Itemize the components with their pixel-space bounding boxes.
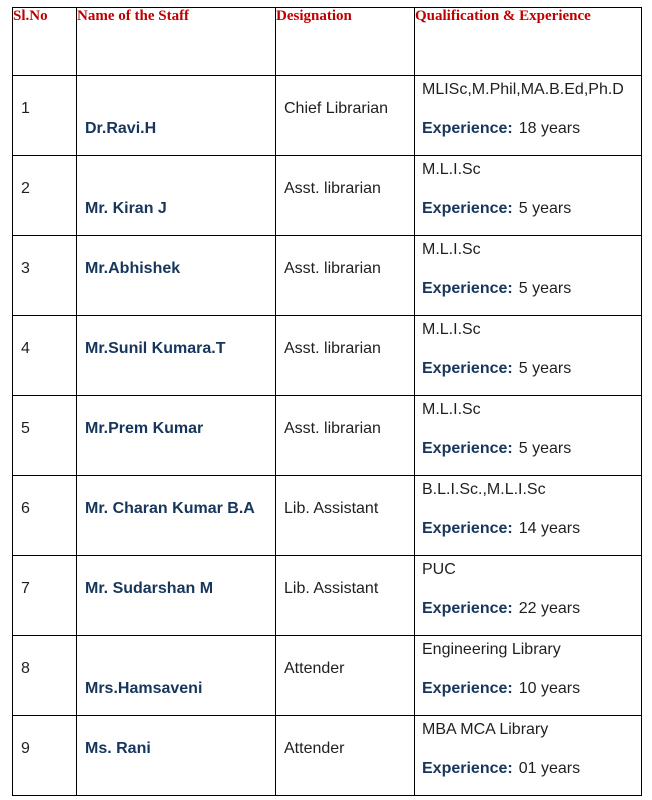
table-row: [13, 156, 642, 236]
header-designation: Designation: [276, 8, 415, 76]
designation-cell: [276, 236, 415, 316]
experience: [422, 520, 580, 538]
sl-no-cell: [13, 716, 77, 796]
sl-no-cell: [13, 636, 77, 716]
experience-value: 5 years: [518, 440, 572, 457]
experience-value: 5 years: [518, 280, 572, 297]
qualification: MBA MCA Library: [422, 721, 549, 738]
sl-no: 6: [21, 500, 30, 517]
qualification-cell: [415, 716, 642, 796]
designation: Lib. Assistant: [284, 580, 379, 597]
experience-label: Experience:: [422, 440, 513, 457]
experience: [422, 440, 571, 458]
experience-value: 01 years: [518, 760, 581, 777]
sl-no-cell: [13, 556, 77, 636]
table-row: [13, 716, 642, 796]
experience-label: Experience:: [422, 680, 513, 697]
sl-no: 4: [21, 340, 30, 357]
designation: Lib. Assistant: [284, 500, 379, 517]
experience-label: Experience:: [422, 600, 513, 617]
experience-value: 14 years: [518, 520, 581, 537]
staff-name-cell: [77, 716, 276, 796]
table-row: [13, 76, 642, 156]
qualification: B.L.I.Sc.,M.L.I.Sc: [422, 481, 546, 498]
staff-name: Ms. Rani: [85, 740, 151, 757]
staff-table: [12, 7, 642, 796]
header-sl-no: Sl.No: [13, 8, 77, 76]
designation-cell: [276, 316, 415, 396]
staff-name: Mr.Prem Kumar: [85, 420, 204, 437]
qualification-cell: [415, 396, 642, 476]
staff-name-cell: [77, 636, 276, 716]
experience-label: Experience:: [422, 120, 513, 137]
designation: Attender: [284, 740, 345, 757]
header-qualification-experience: Qualification & Experience: [415, 8, 642, 76]
staff-name-cell: [77, 156, 276, 236]
qualification: PUC: [422, 561, 456, 578]
sl-no: 5: [21, 420, 30, 437]
designation-cell: [276, 476, 415, 556]
staff-name-cell: [77, 476, 276, 556]
experience-label: Experience:: [422, 280, 513, 297]
staff-name: Mr. Charan Kumar B.A: [85, 500, 255, 517]
experience-value: 22 years: [518, 600, 581, 617]
experience: [422, 600, 580, 618]
experience: [422, 360, 571, 378]
sl-no: 7: [21, 580, 30, 597]
designation-cell: [276, 156, 415, 236]
qualification: Engineering Library: [422, 641, 561, 658]
designation-cell: [276, 556, 415, 636]
qualification: M.L.I.Sc: [422, 161, 481, 178]
staff-name: Mr. Kiran J: [85, 200, 167, 217]
sl-no-cell: [13, 236, 77, 316]
designation: Asst. librarian: [284, 420, 381, 437]
designation-cell: [276, 636, 415, 716]
table-header-row: [13, 8, 642, 76]
experience: [422, 120, 580, 138]
qualification: M.L.I.Sc: [422, 321, 481, 338]
experience-label: Experience:: [422, 760, 513, 777]
table-row: [13, 396, 642, 476]
qualification-cell: [415, 316, 642, 396]
qualification-cell: [415, 236, 642, 316]
staff-name: Mr. Sudarshan M: [85, 580, 214, 597]
table-row: [13, 316, 642, 396]
designation: Attender: [284, 660, 345, 677]
experience: [422, 280, 571, 298]
experience-value: 10 years: [518, 680, 581, 697]
qualification-cell: [415, 636, 642, 716]
designation: Chief Librarian: [284, 100, 389, 117]
experience-value: 18 years: [518, 120, 581, 137]
staff-name: Mr.Abhishek: [85, 260, 181, 277]
sl-no-cell: [13, 76, 77, 156]
staff-name-cell: [77, 396, 276, 476]
experience-value: 5 years: [518, 200, 572, 217]
sl-no-cell: [13, 156, 77, 236]
table-row: [13, 476, 642, 556]
staff-name: Mr.Sunil Kumara.T: [85, 340, 226, 357]
qualification-cell: [415, 476, 642, 556]
sl-no: 8: [21, 660, 30, 677]
qualification: M.L.I.Sc: [422, 401, 481, 418]
experience: [422, 200, 571, 218]
sl-no: 1: [21, 100, 30, 117]
table-row: [13, 556, 642, 636]
qualification-cell: [415, 556, 642, 636]
designation: Asst. librarian: [284, 340, 381, 357]
experience-value: 5 years: [518, 360, 572, 377]
qualification-cell: [415, 76, 642, 156]
designation-cell: [276, 716, 415, 796]
table-row: [13, 236, 642, 316]
header-staff-name: Name of the Staff: [77, 8, 276, 76]
designation-cell: [276, 396, 415, 476]
qualification: MLISc,M.Phil,MA.B.Ed,Ph.D: [422, 81, 624, 98]
sl-no: 2: [21, 180, 30, 197]
designation-cell: [276, 76, 415, 156]
staff-name-cell: [77, 316, 276, 396]
experience-label: Experience:: [422, 360, 513, 377]
table-row: [13, 636, 642, 716]
staff-name-cell: [77, 236, 276, 316]
qualification-cell: [415, 156, 642, 236]
experience-label: Experience:: [422, 520, 513, 537]
sl-no-cell: [13, 316, 77, 396]
sl-no-cell: [13, 396, 77, 476]
staff-name-cell: [77, 76, 276, 156]
experience: [422, 680, 580, 698]
staff-name-cell: [77, 556, 276, 636]
experience-label: Experience:: [422, 200, 513, 217]
sl-no: 9: [21, 740, 30, 757]
designation: Asst. librarian: [284, 260, 381, 277]
sl-no: 3: [21, 260, 30, 277]
designation: Asst. librarian: [284, 180, 381, 197]
staff-name: Dr.Ravi.H: [85, 120, 157, 137]
staff-name: Mrs.Hamsaveni: [85, 680, 203, 697]
experience: [422, 760, 580, 778]
qualification: M.L.I.Sc: [422, 241, 481, 258]
sl-no-cell: [13, 476, 77, 556]
